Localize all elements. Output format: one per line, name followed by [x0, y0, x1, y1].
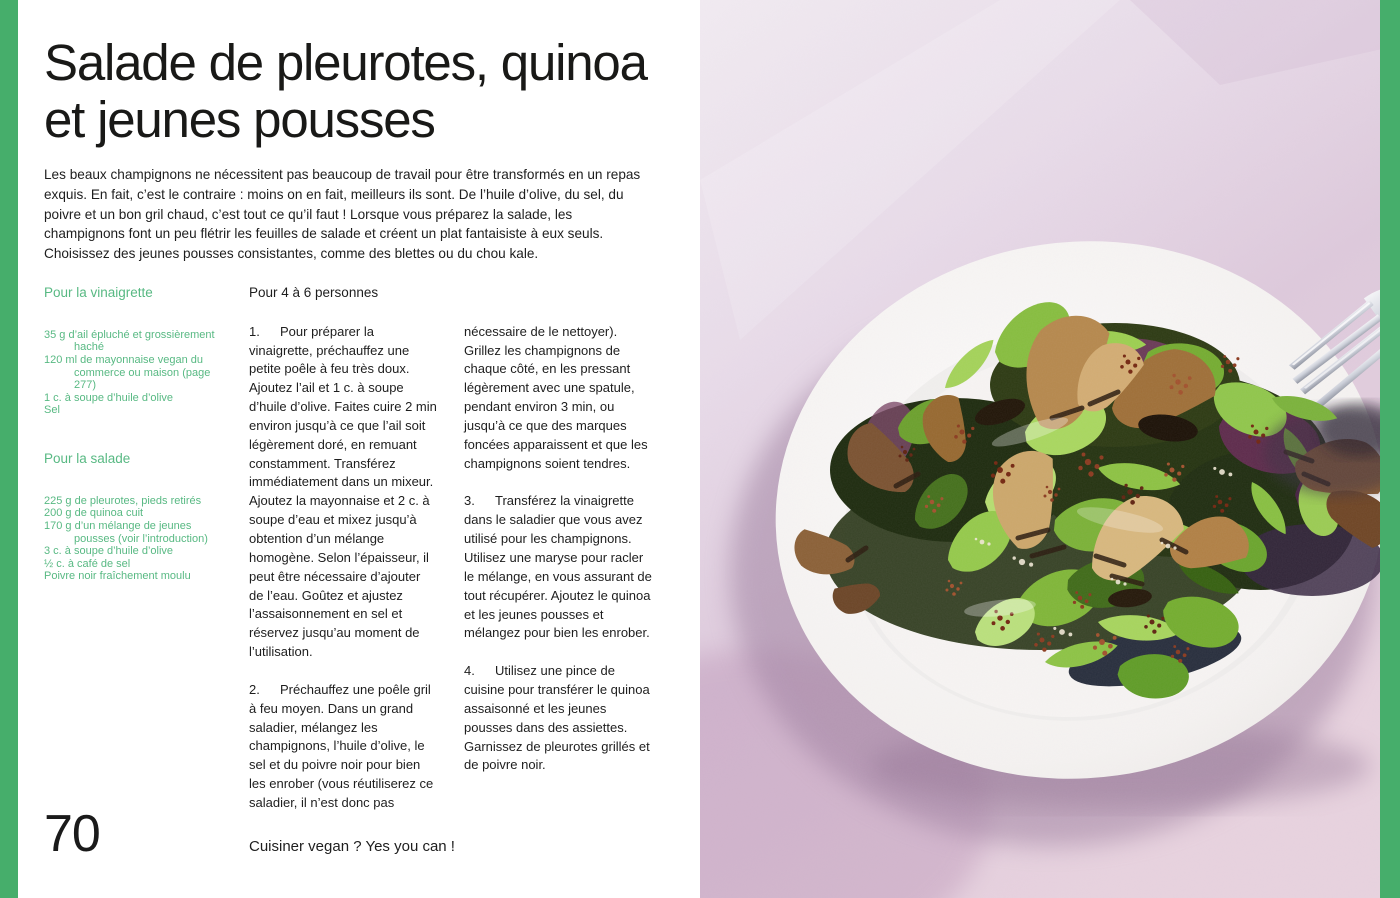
ingredient-item: 170 g d’un mélange de jeunes pousses (voir l’introduction) — [44, 520, 208, 545]
ingredient-item: ½ c. à café de sel — [44, 557, 131, 570]
page-number: 70 — [44, 805, 100, 863]
step-paragraph — [249, 323, 437, 662]
recipe-title — [44, 34, 660, 148]
step-number: 1. — [249, 323, 260, 339]
salade-ingredient-list — [44, 495, 220, 583]
steps-column-1 — [249, 323, 437, 832]
step-paragraph — [249, 681, 437, 813]
steps-area — [249, 285, 660, 832]
ingredient-item: 200 g de quinoa cuit — [44, 507, 144, 520]
step-number: 4. — [464, 663, 475, 679]
step-number: 3. — [464, 493, 475, 509]
recipe-title-line1: Salade de pleurotes, quinoa — [44, 34, 647, 91]
recipe-content — [44, 0, 660, 832]
salad-photo — [700, 0, 1400, 898]
step-paragraph — [464, 492, 652, 643]
step-paragraph — [464, 662, 652, 775]
recipe-title-line2: et jeunes pousses — [44, 91, 435, 149]
vinaigrette-ingredient-list — [44, 329, 220, 417]
ingredients-sidebar — [44, 285, 249, 832]
step-text: Préchauffez une poêle gril à feu moyen. Dans un grand saladier, mélangez les champignons, l’huile d’olive, le sel et du poivre noir pour bien les enrober (vous réutiliserez ce saladier, il n’est donc pas — [249, 681, 434, 810]
step-text: Utilisez une pince de cuisine pour transférer le quinoa assaisonné et les jeunes pousses dans des assiettes. Garnissez de pleurotes grillés et de poivre noir. — [464, 663, 650, 773]
step-paragraph — [464, 323, 652, 474]
section-heading-salade: Pour la salade — [44, 450, 131, 466]
section-heading-vinaigrette: Pour la vinaigrette — [44, 284, 153, 300]
step-text: Transférez la vinaigrette dans le saladier que vous avez utilisé pour les champignons. Utilisez une maryse pour racler le mélange, en vous assurant de tout récupérer. Ajoutez le quinoa et les jeunes pousses et mélangez pour bien les enrober. — [464, 493, 652, 641]
ingredient-item: Sel — [44, 404, 60, 417]
steps-column-2 — [464, 323, 652, 832]
ingredient-item: 35 g d’ail épluché et grossièrement haché — [44, 328, 215, 354]
ingredient-item: 225 g de pleurotes, pieds retirés — [44, 494, 202, 507]
left-accent-strip — [0, 0, 18, 898]
book-footer-tagline: Cuisiner vegan ? Yes you can ! — [249, 838, 455, 855]
recipe-intro: Les beaux champignons ne nécessitent pas beaucoup de travail pour être transformés en un repas exquis. En fait, c’est le contraire : moins on en fait, meilleurs ils sont. De l’huile d’olive, du sel, du poivre et un bon gril chaud, c’est tout ce qu’il faut ! Lorsque vous préparez la salade, les champignons font un peu flétrir les feuilles de salade et créent un plat fantaisiste à eux seuls. Choisissez des jeunes pousses consistantes, comme des blettes ou du chou kale. — [44, 167, 641, 262]
step-text: nécessaire de le nettoyer). Grillez les champignons de chaque côté, en les pressant légèrement avec une spatule, pendant environ 3 min, ou jusqu’à ce que des marques foncées apparaissent et que les champignons soient tendres. — [464, 323, 648, 471]
ingredient-item: 120 ml de mayonnaise vegan du commerce ou maison (page 277) — [44, 353, 211, 392]
serving-info: Pour 4 à 6 personnes — [249, 284, 379, 300]
steps-columns — [249, 323, 660, 832]
ingredient-item: 3 c. à soupe d’huile d’olive — [44, 545, 174, 558]
photo-grain — [700, 0, 1400, 898]
ingredient-item: Poivre noir fraîchement moulu — [44, 570, 191, 583]
recipe-body — [44, 285, 660, 832]
step-text: Pour préparer la vinaigrette, préchauffez une petite poêle à feu très doux. Ajoutez l’ail et 1 c. à soupe d’huile d’olive. Faites cuire 2 min environ jusqu’à ce que l’ail soit légèrement doré, en remuant constamment. Transférez immédiatement dans un mixeur. Ajoutez la mayonnaise et 2 c. à soupe d’eau et mixez jusqu’à obtention d’un mélange homogène. Selon l’épaisseur, il peut être nécessaire d’ajouter de l’eau. Goûtez et ajustez l’assaisonnement en sel et réservez jusqu’au moment de l’utilisation. — [249, 323, 437, 660]
right-accent-strip — [1380, 0, 1400, 898]
photo-page — [700, 0, 1400, 898]
ingredient-item: 1 c. à soupe d’huile d’olive — [44, 391, 174, 404]
step-number: 2. — [249, 681, 260, 697]
